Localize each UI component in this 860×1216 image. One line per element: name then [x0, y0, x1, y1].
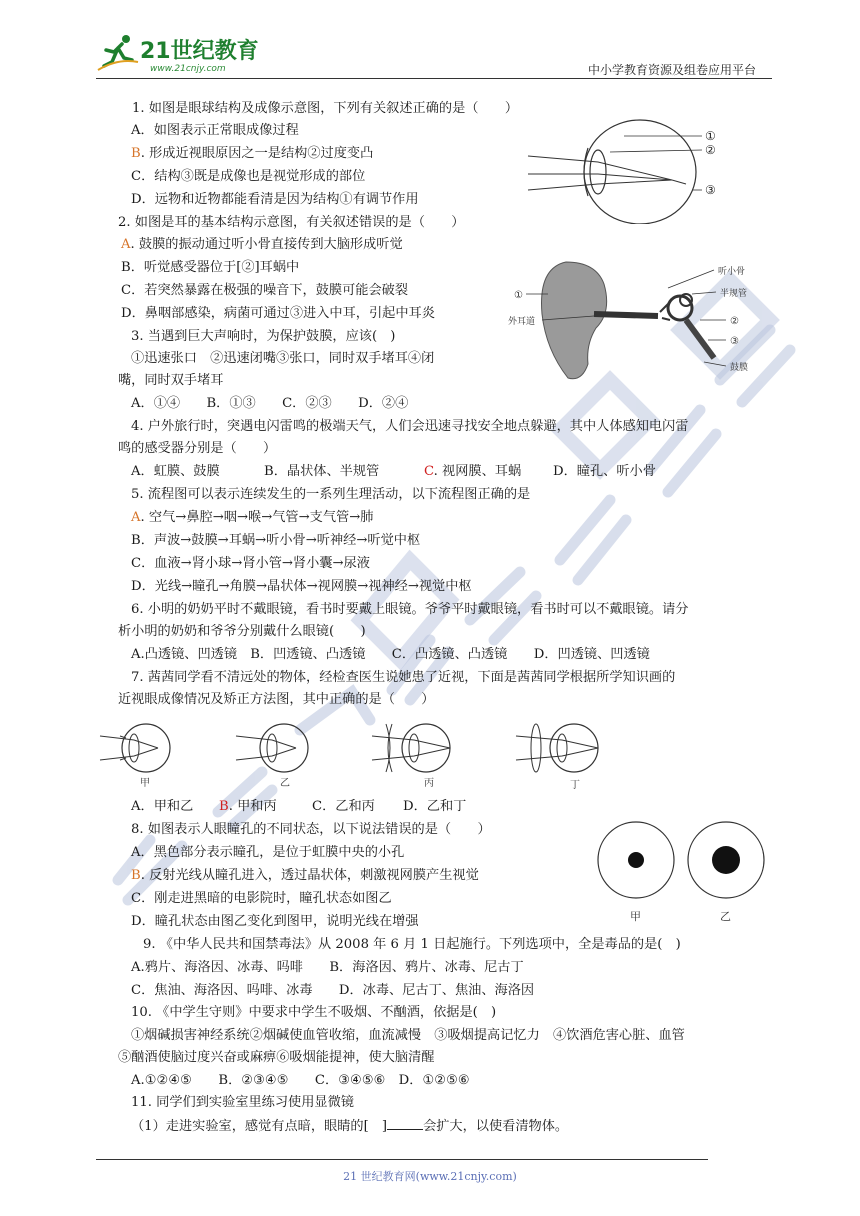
diagram-yi [236, 724, 308, 789]
q4-option-c-text: . 视网膜、耳蜗 [433, 464, 522, 479]
q7-option-b-text: . 甲和丙 [228, 799, 277, 814]
q1-option-c[interactable]: C．结构③既是成像也是视觉形成的部位 [131, 169, 366, 184]
q1-option-b[interactable] [131, 145, 373, 163]
q8-option-b-letter: B [131, 868, 141, 883]
q2-option-a-text: . 鼓膜的振动通过听小骨直接传到大脑形成听觉 [130, 237, 403, 252]
q5-option-a-text: . 空气→鼻腔→咽→喉→气管→支气管→肺 [140, 510, 374, 525]
q2-option-a-letter: A [121, 237, 131, 252]
q10-stem: 10. 《中学生守则》中要求中学生不吸烟、不酗酒，依据是( ) [131, 1005, 497, 1020]
label-bing: 丙 [424, 778, 434, 789]
q2-option-c[interactable]: C．若突然暴露在极强的噪音下，鼓膜可能会破裂 [121, 283, 409, 298]
q2-option-b[interactable]: B．听觉感受器位于[②]耳蜗中 [121, 260, 300, 275]
q3-stem: 3. 当遇到巨大声响时，为保护鼓膜，应该( ) [131, 329, 396, 344]
ear-label-canal: 外耳道 [508, 317, 536, 327]
q1-option-b-text: . 形成近视眼原因之一是结构②过度变凸 [140, 146, 374, 161]
q4-option-c-letter: C [424, 464, 434, 479]
q10-options[interactable]: A.①②④⑤ B．②③④⑤ C．③④⑤⑥ D．①②⑤⑥ [131, 1073, 470, 1088]
q6-stem-line2: 析小明的奶奶和爷爷分别戴什么眼镜( ) [118, 624, 366, 639]
header-divider [96, 78, 772, 79]
ear-structure-figure [508, 254, 764, 386]
q8-option-b-text: . 反射光线从瞳孔进入，透过晶状体，刺激视网膜产生视觉 [140, 868, 479, 883]
pupil-label-jia: 甲 [630, 910, 641, 923]
q3-options[interactable]: A．①④ B．①③ C．②③ D．②④ [131, 396, 409, 411]
q2-option-d[interactable]: D．鼻咽部感染，病菌可通过③进入中耳，引起中耳炎 [121, 306, 435, 321]
ear-label-eardrum: 鼓膜 [730, 363, 749, 373]
q1-option-d[interactable]: D．远物和近物都能看清是因为结构①有调节作用 [131, 192, 419, 207]
q10-choices-line2: ⑤酗酒使脑过度兴奋或麻痹⑥吸烟能提神，使大脑清醒 [118, 1050, 435, 1065]
q6-stem-line1: 6. 小明的奶奶平时不戴眼镜，看书时要戴上眼镜。爷爷平时戴眼镜，看书时可以不戴眼镜。请分 [131, 602, 689, 617]
q7-option-b[interactable] [219, 798, 277, 816]
q8-stem: 8. 如图表示人眼瞳孔的不同状态，以下说法错误的是（ ） [131, 822, 491, 837]
q9-options-ab[interactable]: A.鸦片、海洛因、冰毒、吗啡 B．海洛因、鸦片、冰毒、尼古丁 [131, 960, 524, 975]
q11-part1-suffix: 会扩大，以使看清物体。 [423, 1119, 569, 1134]
q1-option-b-letter: B [131, 146, 141, 161]
pupil-label-yi: 乙 [720, 910, 731, 923]
q4-option-c[interactable] [424, 463, 521, 481]
ear-label-1: ① [514, 290, 523, 301]
q9-stem: 9. 《中华人民共和国禁毒法》从 2008 年 6 月 1 日起施行。下列选项中，全是毒品的是( ) [143, 937, 681, 952]
q9-options-cd[interactable]: C．焦油、海洛因、吗啡、冰毒 D．冰毒、尼古丁、焦油、海洛因 [131, 983, 535, 998]
q3-choices-line2: 嘴，同时双手堵耳 [118, 373, 224, 388]
q8-option-c[interactable]: C．刚走进黑暗的电影院时，瞳孔状态如图乙 [131, 891, 392, 906]
diagram-jia [100, 724, 170, 789]
logo-url: www.21cnjy.com [150, 64, 226, 74]
q11-part1 [131, 1117, 568, 1136]
q1-stem: 1. 如图是眼球结构及成像示意图，下列有关叙述正确的是（ ） [132, 101, 519, 116]
q4-option-d[interactable]: D．瞳孔、听小骨 [553, 464, 656, 479]
q6-options[interactable]: A.凸透镜、凹透镜 B．凹透镜、凸透镜 C．凸透镜、凸透镜 D．凹透镜、凹透镜 [131, 647, 650, 662]
q7-option-b-letter: B [219, 799, 229, 814]
q5-option-c[interactable]: C．血液→肾小球→肾小管→肾小囊→尿液 [131, 556, 370, 571]
q11-answer-blank[interactable] [387, 1117, 423, 1130]
label-ding: 丁 [570, 780, 580, 790]
q4-stem-line2: 鸣的感受器分别是（ ） [118, 441, 277, 456]
ear-label-ossicles: 听小骨 [718, 267, 746, 277]
header-platform-text: 中小学教育资源及组卷应用平台 [587, 63, 756, 77]
q3-choices-line1: ①迅速张口 ②迅速闭嘴③张口，同时双手堵耳④闭 [131, 351, 435, 366]
label-jia: 甲 [140, 778, 150, 789]
q7-option-c[interactable]: C．乙和丙 [312, 799, 375, 814]
q4-option-b[interactable]: B．晶状体、半规管 [264, 464, 380, 479]
eye-label-1: ① [705, 129, 716, 143]
q7-stem-line1: 7. 茜茜同学看不清远处的物体，经检查医生说她患了近视，下面是茜茜同学根据所学知识画的 [131, 670, 676, 685]
diagram-bing [372, 724, 450, 789]
q5-option-a[interactable] [131, 509, 373, 527]
pupil-states-figure [594, 820, 774, 928]
q4-option-a[interactable]: A．虹膜、鼓膜 [131, 464, 220, 479]
page-header [90, 28, 770, 82]
q5-option-d[interactable]: D．光线→瞳孔→角膜→晶状体→视网膜→视神经→视觉中枢 [131, 579, 472, 594]
q5-option-b[interactable]: B．声波→鼓膜→耳蜗→听小骨→听神经→听觉中枢 [131, 533, 421, 548]
q4-stem-line1: 4. 户外旅行时，突遇电闪雷鸣的极端天气，人们会迅速寻找安全地点躲避，其中人体感知电闪雷 [131, 419, 689, 434]
q5-option-a-letter: A [131, 510, 141, 525]
q2-stem: 2. 如图是耳的基本结构示意图，有关叙述错误的是（ ） [118, 215, 465, 230]
eye-label-3: ③ [705, 183, 716, 197]
eye-structure-figure [522, 112, 724, 224]
site-logo[interactable] [96, 30, 266, 80]
label-yi: 乙 [280, 778, 290, 789]
footer-link[interactable]: 21 世纪教育网(www.21cnjy.com) [343, 1170, 517, 1183]
ear-label-3: ③ [730, 336, 739, 347]
q1-option-a[interactable]: A．如图表示正常眼成像过程 [131, 123, 299, 138]
q11-part1-prefix: （1）走进实验室，感觉有点暗，眼睛的[ ] [131, 1119, 388, 1134]
q11-stem: 11. 同学们到实验室里练习使用显微镜 [131, 1095, 354, 1110]
q7-stem-line2: 近视眼成像情况及矫正方法图，其中正确的是（ ） [118, 692, 435, 707]
logo-title: 21世纪教育 [140, 39, 259, 64]
q2-option-a[interactable] [121, 236, 403, 254]
runner-logo-icon [96, 32, 140, 72]
q8-option-d[interactable]: D．瞳孔状态由图乙变化到图甲，说明光线在增强 [131, 914, 419, 929]
q7-option-a[interactable]: A．甲和乙 [131, 799, 194, 814]
myopia-diagrams [96, 718, 656, 790]
q10-choices-line1: ①烟碱损害神经系统②烟碱使血管收缩，血流减慢 ③吸烟提高记忆力 ④饮酒危害心脏、血管 [131, 1028, 685, 1043]
q7-option-d[interactable]: D．乙和丁 [403, 799, 467, 814]
q8-option-a[interactable]: A．黑色部分表示瞳孔，是位于虹膜中央的小孔 [131, 845, 405, 860]
diagram-ding [516, 724, 598, 790]
ear-label-semicircular: 半规管 [720, 289, 748, 299]
q8-option-b[interactable] [131, 867, 479, 885]
ear-label-2: ② [730, 316, 739, 327]
q5-stem: 5. 流程图可以表示连续发生的一系列生理活动，以下流程图正确的是 [131, 487, 531, 502]
eye-label-2: ② [705, 143, 716, 157]
footer-divider [96, 1159, 708, 1160]
